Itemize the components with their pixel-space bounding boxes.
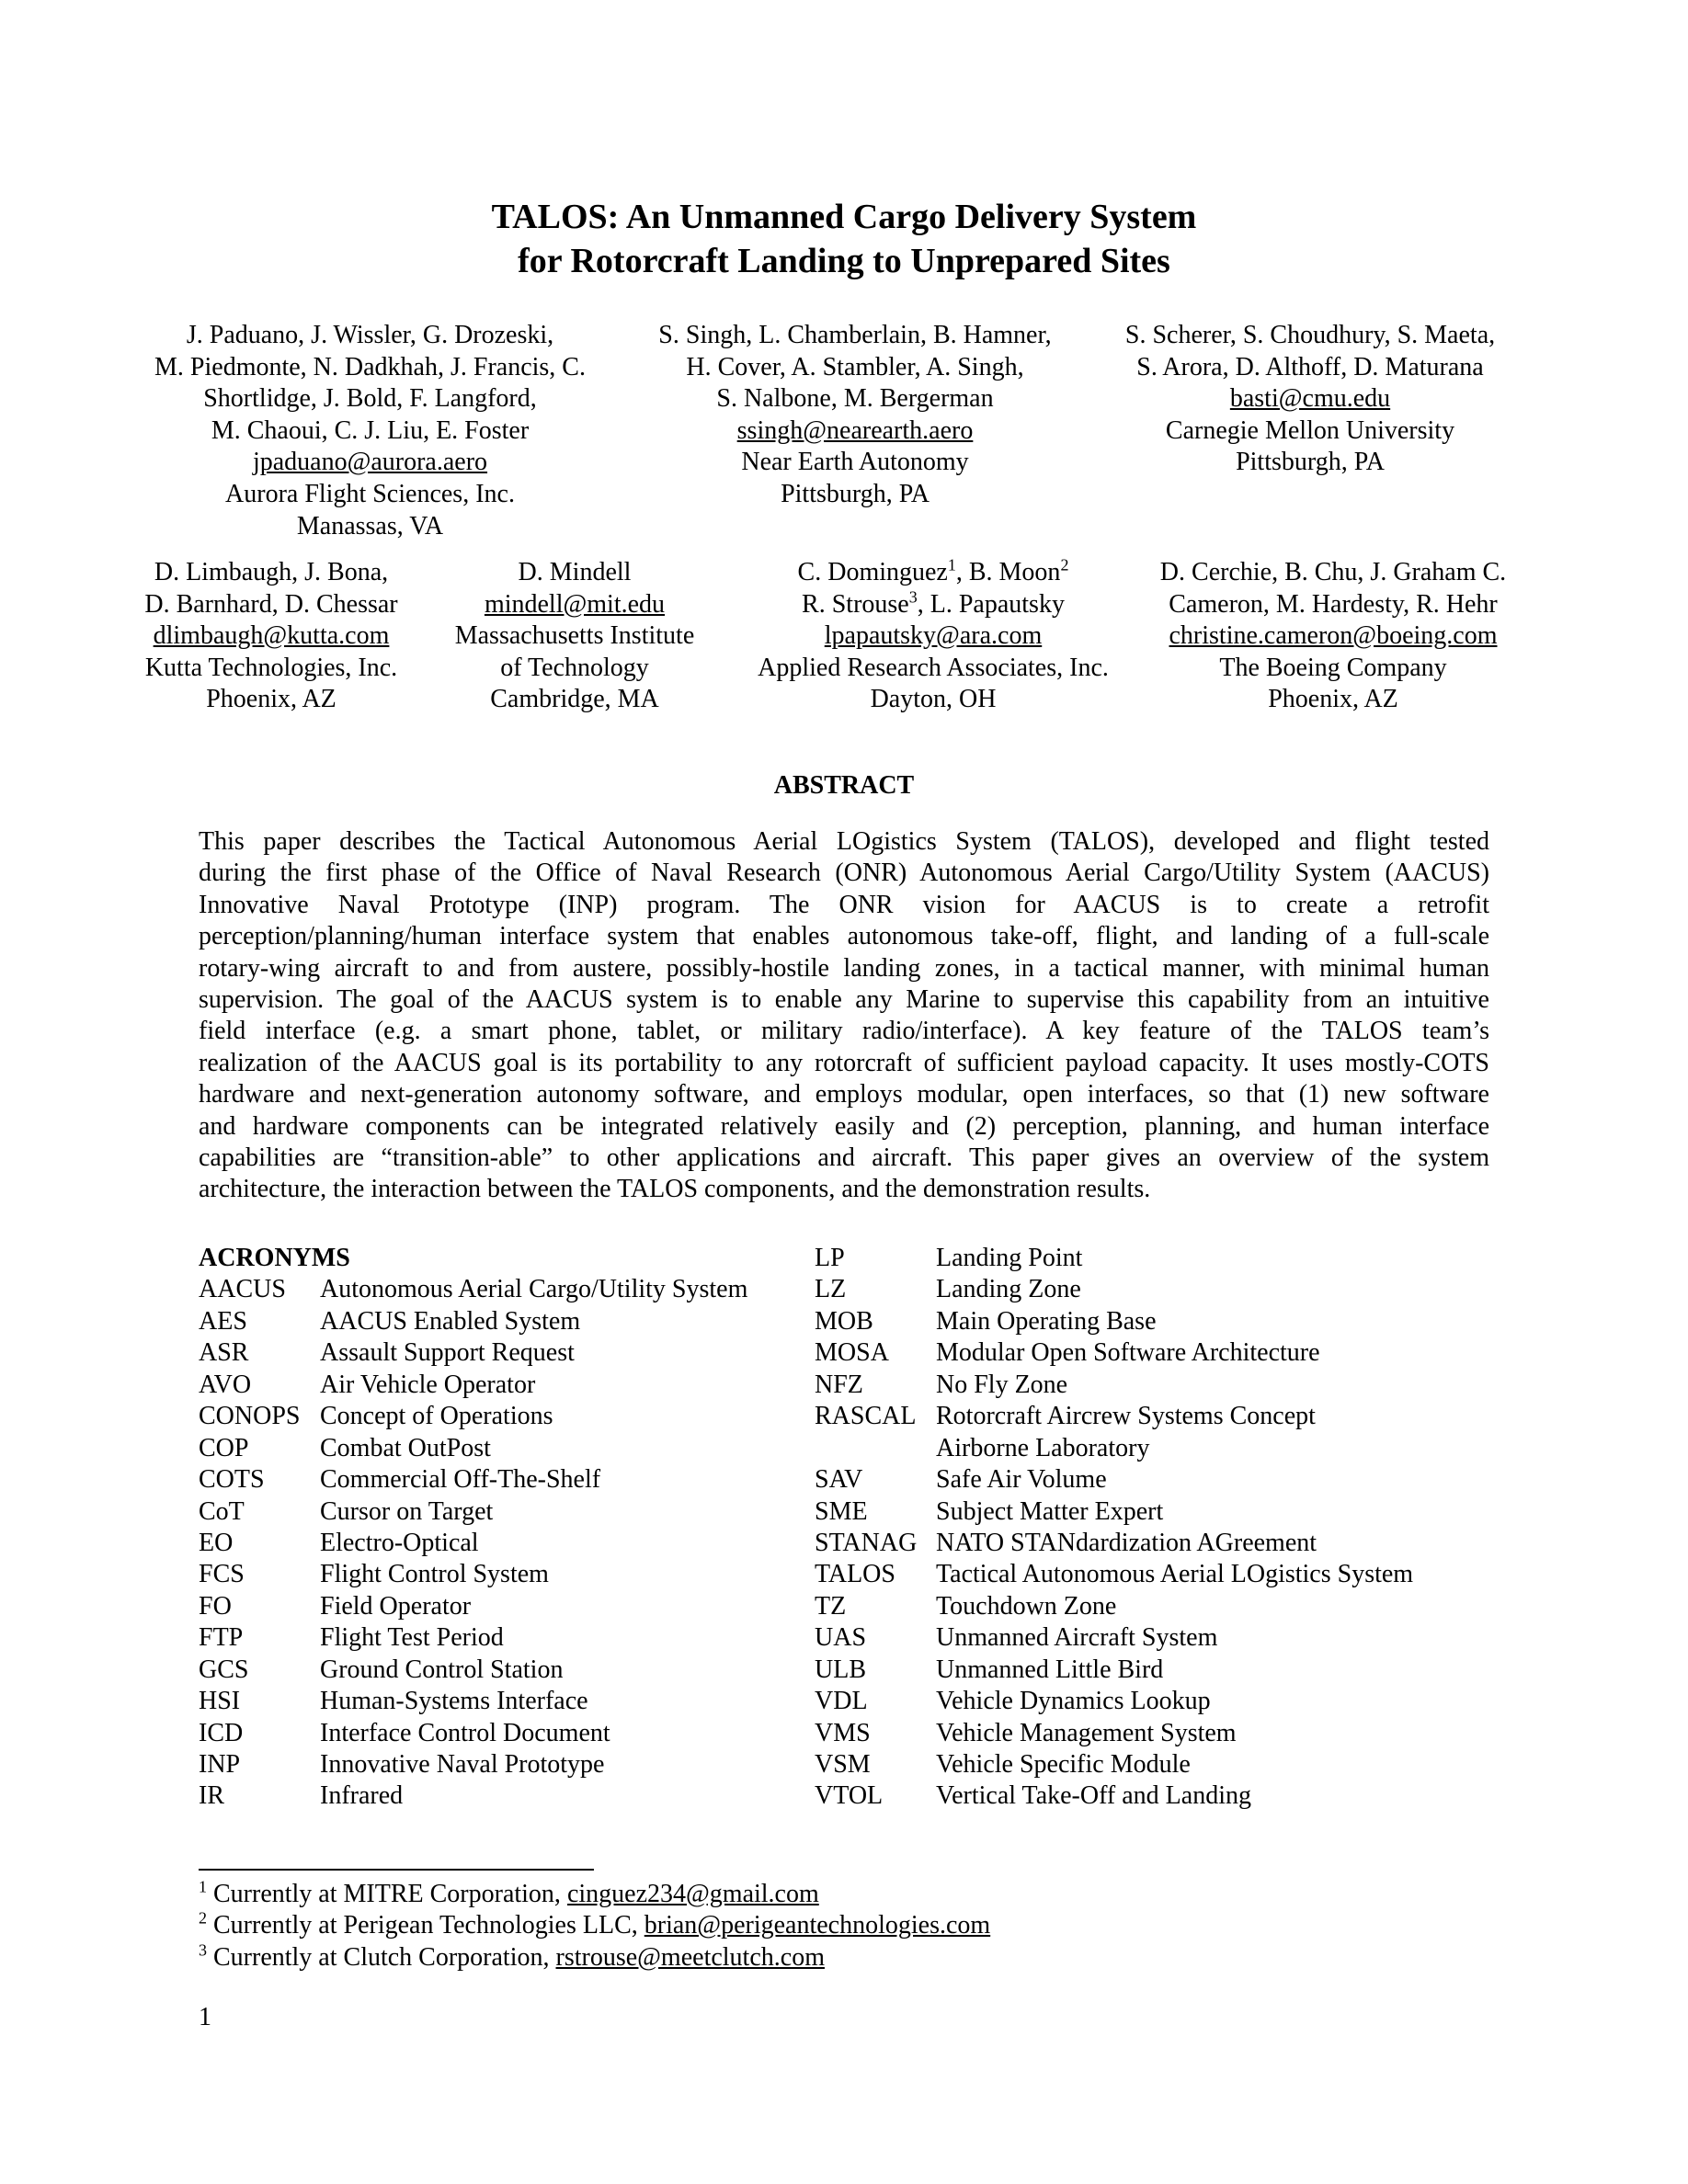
acronym-definition: No Fly Zone xyxy=(936,1370,1068,1399)
email-link[interactable]: mindell@mit.edu xyxy=(484,589,666,619)
email-link[interactable]: ssingh@nearearth.aero xyxy=(736,415,974,445)
abstract-line: supervision. The goal of the AACUS system is to enable any Marine to supervise this capability from an intuitive xyxy=(199,984,1489,1014)
location: Phoenix, AZ xyxy=(1268,685,1398,714)
acronym-abbr: COP xyxy=(199,1433,249,1462)
email-link[interactable]: dlimbaugh@kutta.com xyxy=(153,621,390,651)
acronym-abbr: ULB xyxy=(815,1655,866,1684)
acronym-definition: AACUS Enabled System xyxy=(320,1306,581,1336)
author-name: , L. Papautsky xyxy=(917,589,1065,619)
author-line: J. Paduano, J. Wissler, G. Drozeski, xyxy=(186,321,554,349)
abstract-line: capabilities are “transition-able” to other applications and aircraft. This paper gives an overview of the system xyxy=(199,1143,1489,1172)
acronym-definition: Vertical Take-Off and Landing xyxy=(936,1781,1251,1811)
acronym-definition: Infrared xyxy=(320,1781,404,1811)
affiliation-boeing xyxy=(1140,557,1526,716)
acronym-definition: Combat OutPost xyxy=(320,1433,491,1462)
acronym-row xyxy=(199,1780,747,1812)
author-line: S. Arora, D. Althoff, D. Maturana xyxy=(1136,352,1484,381)
page-number: 1 xyxy=(199,2003,211,2031)
acronym-definition: Air Vehicle Operator xyxy=(320,1370,536,1399)
footnote-text: Currently at Clutch Corporation, xyxy=(207,1942,556,1972)
author-line: H. Cover, A. Stambler, A. Singh, xyxy=(686,352,1024,381)
acronym-definition: Vehicle Specific Module xyxy=(936,1750,1191,1779)
abstract-heading: ABSTRACT xyxy=(773,771,915,800)
acronym-definition: Main Operating Base xyxy=(936,1306,1157,1336)
acronym-row xyxy=(815,1655,1413,1686)
abstract-line: perception/planning/human interface system that enables autonomous take-off, flight, and landing of a full-scale xyxy=(199,922,1489,951)
acronym-row xyxy=(199,1337,747,1369)
acronym-row xyxy=(815,1401,1413,1432)
footnote-mark: 3 xyxy=(908,587,918,607)
footnote-separator xyxy=(199,1869,594,1871)
acronym-abbr: VMS xyxy=(815,1718,871,1747)
acronym-definition: Airborne Laboratory xyxy=(936,1433,1150,1462)
acronym-row xyxy=(815,1243,1413,1274)
acronym-row xyxy=(199,1370,747,1401)
footnote-mark: 1 xyxy=(199,1877,207,1896)
abstract-line: hardware and next-generation autonomy software, and employs modular, open interfaces, so that (1) new software xyxy=(199,1080,1489,1109)
acronym-row xyxy=(815,1306,1413,1337)
acronym-definition: Concept of Operations xyxy=(320,1402,553,1431)
location: Dayton, OH xyxy=(870,685,997,714)
acronym-abbr xyxy=(815,1433,936,1464)
footnote-text: Currently at Perigean Technologies LLC, xyxy=(207,1911,644,1940)
acronym-row xyxy=(199,1749,747,1780)
acronym-abbr: UAS xyxy=(815,1623,867,1653)
email-link[interactable]: jpaduano@aurora.aero xyxy=(252,448,488,477)
acronym-definition: NATO STANdardization AGreement xyxy=(936,1528,1317,1557)
acronym-definition: Electro-Optical xyxy=(320,1528,479,1557)
abstract-line: and hardware components can be integrated relatively easily and (2) perception, planning, and human interface xyxy=(199,1111,1489,1141)
acronym-abbr: ICD xyxy=(199,1718,244,1747)
organization: Applied Research Associates, Inc. xyxy=(758,653,1109,682)
author-line: D. Mindell xyxy=(518,558,632,586)
acronym-definition: Cursor on Target xyxy=(320,1496,494,1526)
title-line-1: TALOS: An Unmanned Cargo Delivery System xyxy=(491,198,1197,236)
acronym-abbr: VSM xyxy=(815,1750,871,1779)
organization: The Boeing Company xyxy=(1219,653,1447,682)
acronym-row xyxy=(199,1655,747,1686)
footnote-text: Currently at MITRE Corporation, xyxy=(207,1880,567,1908)
acronym-abbr: MOB xyxy=(815,1306,873,1336)
organization: Aurora Flight Sciences, Inc. xyxy=(225,479,515,508)
author-line: D. Limbaugh, J. Bona, xyxy=(154,558,389,586)
footnote-mark: 2 xyxy=(199,1908,207,1928)
author-name: C. Dominguez xyxy=(797,558,948,586)
abstract-line: This paper describes the Tactical Autonomous Aerial LOgistics System (TALOS), developed and flight tested xyxy=(199,827,1489,856)
organization: Near Earth Autonomy xyxy=(741,448,969,477)
acronym-definition: Unmanned Aircraft System xyxy=(936,1623,1218,1653)
acronym-definition: Field Operator xyxy=(320,1591,472,1621)
acronym-row xyxy=(815,1622,1413,1654)
acronym-row xyxy=(815,1559,1413,1590)
acronym-definition: Flight Test Period xyxy=(320,1623,504,1653)
acronym-row xyxy=(815,1433,1413,1464)
abstract-line: architecture, the interaction between the TALOS components, and the demonstration results. xyxy=(199,1175,1151,1204)
acronym-row xyxy=(199,1686,747,1717)
acronym-row xyxy=(815,1780,1413,1812)
acronym-row xyxy=(815,1370,1413,1401)
acronym-abbr: AVO xyxy=(199,1370,252,1399)
abstract-body xyxy=(199,826,1489,1206)
acronym-definition: Flight Control System xyxy=(320,1560,549,1589)
acronyms-heading: ACRONYMS xyxy=(199,1244,350,1272)
acronym-definition: Vehicle Management System xyxy=(936,1718,1237,1747)
author-line: D. Cerchie, B. Chu, J. Graham C. xyxy=(1159,558,1507,586)
abstract-line: realization of the AACUS goal is its portability to any rotorcraft of sufficient payload capacity. It uses mostly-COTS xyxy=(199,1048,1489,1077)
acronym-abbr: CONOPS xyxy=(199,1402,301,1431)
acronym-definition: Innovative Naval Prototype xyxy=(320,1750,605,1779)
acronym-abbr: SAV xyxy=(815,1465,863,1495)
acronym-definition: Interface Control Document xyxy=(320,1718,610,1747)
affiliation-ara xyxy=(736,557,1131,716)
affiliation-kutta xyxy=(129,557,414,716)
acronyms-right-column xyxy=(815,1243,1413,1813)
acronym-row xyxy=(199,1528,747,1559)
acronym-abbr: INP xyxy=(199,1750,241,1779)
acronym-abbr: TZ xyxy=(815,1591,847,1621)
acronym-row xyxy=(815,1274,1413,1305)
acronym-abbr: FTP xyxy=(199,1623,244,1653)
acronym-definition: Commercial Off-The-Shelf xyxy=(320,1465,601,1495)
acronym-abbr: ASR xyxy=(199,1338,249,1368)
location: Manassas, VA xyxy=(296,511,444,540)
acronym-definition: Modular Open Software Architecture xyxy=(936,1338,1320,1368)
acronym-abbr: EO xyxy=(199,1528,234,1557)
acronym-definition: Rotorcraft Aircrew Systems Concept xyxy=(936,1402,1316,1431)
author-line: S. Nalbone, M. Bergerman xyxy=(716,384,994,414)
acronym-definition: Ground Control Station xyxy=(320,1655,564,1684)
acronym-abbr: LZ xyxy=(815,1275,847,1304)
email-link[interactable]: rstrouse@meetclutch.com xyxy=(555,1942,825,1972)
email-link[interactable]: brian@perigeantechnologies.com xyxy=(644,1911,991,1940)
acronym-row xyxy=(815,1464,1413,1496)
abstract-line: during the first phase of the Office of Naval Research (ONR) Autonomous Aerial Cargo/Utility System (AACUS) xyxy=(199,859,1489,888)
acronym-definition: Vehicle Dynamics Lookup xyxy=(936,1687,1211,1716)
author-line: M. Chaoui, C. J. Liu, E. Foster xyxy=(211,415,530,445)
acronym-definition: Subject Matter Expert xyxy=(936,1496,1164,1526)
acronym-abbr: RASCAL xyxy=(815,1402,917,1431)
acronym-definition: Landing Point xyxy=(936,1244,1083,1272)
acronym-abbr: AACUS xyxy=(199,1275,286,1304)
author-line xyxy=(736,557,1131,589)
acronym-definition: Human-Systems Interface xyxy=(320,1687,588,1716)
acronym-abbr: VTOL xyxy=(815,1781,884,1811)
acronym-row xyxy=(815,1591,1413,1622)
acronym-abbr: FO xyxy=(199,1591,232,1621)
acronym-row xyxy=(199,1464,747,1496)
acronym-row xyxy=(815,1749,1413,1780)
email-link[interactable]: christine.cameron@boeing.com xyxy=(1169,621,1498,651)
acronym-definition: Safe Air Volume xyxy=(936,1465,1107,1495)
organization: Massachusetts Institute xyxy=(454,621,695,651)
acronym-row xyxy=(815,1528,1413,1559)
paper-title xyxy=(0,195,1688,283)
abstract-line: field interface (e.g. a smart phone, tablet, or military radio/interface). A key feature of the TALOS team’s xyxy=(199,1017,1489,1046)
footnote-mark: 3 xyxy=(199,1940,207,1960)
acronym-abbr: AES xyxy=(199,1306,247,1336)
acronym-row xyxy=(199,1274,747,1305)
acronym-row xyxy=(199,1306,747,1337)
acronym-row xyxy=(815,1337,1413,1369)
acronym-row xyxy=(815,1686,1413,1717)
acronym-abbr: MOSA xyxy=(815,1338,889,1368)
affiliation-aurora xyxy=(138,320,602,542)
acronym-row xyxy=(199,1433,747,1464)
email-link[interactable]: lpapautsky@ara.com xyxy=(824,621,1043,651)
acronym-abbr: LP xyxy=(815,1244,845,1272)
author-name: , B. Moon xyxy=(955,558,1061,586)
location: Pittsburgh, PA xyxy=(1236,448,1385,477)
location: Cambridge, MA xyxy=(490,685,659,714)
title-line-2: for Rotorcraft Landing to Unprepared Sites xyxy=(518,242,1170,280)
acronym-abbr: NFZ xyxy=(815,1370,863,1399)
acronym-definition: Touchdown Zone xyxy=(936,1591,1117,1621)
author-line xyxy=(736,589,1131,621)
acronym-row xyxy=(815,1496,1413,1528)
acronym-definition: Unmanned Little Bird xyxy=(936,1655,1164,1684)
footnotes xyxy=(199,1879,990,1974)
acronym-row xyxy=(199,1622,747,1654)
author-name: R. Strouse xyxy=(802,589,909,619)
affiliation-near-earth xyxy=(625,320,1085,511)
email-link[interactable]: basti@cmu.edu xyxy=(1229,384,1391,414)
organization-line-2: of Technology xyxy=(500,653,649,682)
acronym-definition: Assault Support Request xyxy=(320,1338,575,1368)
acronym-abbr: TALOS xyxy=(815,1560,895,1589)
author-line: Shortlidge, J. Bold, F. Langford, xyxy=(203,384,537,414)
acronym-abbr: CoT xyxy=(199,1496,245,1526)
footnote xyxy=(199,1879,990,1910)
acronym-row xyxy=(199,1559,747,1590)
acronym-abbr: VDL xyxy=(815,1687,868,1716)
location: Pittsburgh, PA xyxy=(781,479,930,508)
acronym-abbr: SME xyxy=(815,1496,868,1526)
footnote xyxy=(199,1942,990,1974)
author-line: S. Singh, L. Chamberlain, B. Hamner, xyxy=(658,321,1052,349)
affiliation-mit xyxy=(432,557,717,716)
organization: Carnegie Mellon University xyxy=(1165,415,1455,445)
acronym-abbr: STANAG xyxy=(815,1528,918,1557)
author-line: Cameron, M. Hardesty, R. Hehr xyxy=(1169,589,1498,619)
acronym-row xyxy=(199,1718,747,1749)
acronym-abbr: GCS xyxy=(199,1655,249,1684)
acronym-abbr: HSI xyxy=(199,1687,241,1716)
acronym-row xyxy=(199,1401,747,1432)
email-link[interactable]: cinguez234@gmail.com xyxy=(566,1880,819,1908)
author-line: M. Piedmonte, N. Dadkhah, J. Francis, C. xyxy=(154,352,586,381)
acronym-row xyxy=(815,1718,1413,1749)
author-line: S. Scherer, S. Choudhury, S. Maeta, xyxy=(1124,321,1496,349)
organization: Kutta Technologies, Inc. xyxy=(144,653,398,682)
affiliation-cmu xyxy=(1103,320,1517,479)
author-line: D. Barnhard, D. Chessar xyxy=(144,589,398,619)
acronym-abbr: COTS xyxy=(199,1465,265,1495)
acronyms-left-column xyxy=(199,1243,747,1813)
footnote xyxy=(199,1910,990,1941)
abstract-line: rotary-wing aircraft to and from austere, possibly-hostile landing zones, in a tactical manner, with minimal human xyxy=(199,953,1489,983)
acronym-row xyxy=(199,1496,747,1528)
footnote-mark: 1 xyxy=(947,555,956,574)
acronym-definition: Landing Zone xyxy=(936,1275,1081,1304)
acronym-definition: Tactical Autonomous Aerial LOgistics System xyxy=(936,1560,1414,1589)
footnote-mark: 2 xyxy=(1060,555,1069,574)
acronym-row xyxy=(199,1591,747,1622)
acronym-definition: Autonomous Aerial Cargo/Utility System xyxy=(320,1275,748,1304)
acronym-abbr: IR xyxy=(199,1781,224,1811)
abstract-line: Innovative Naval Prototype (INP) program. The ONR vision for AACUS is to create a retrofit xyxy=(199,890,1489,919)
location: Phoenix, AZ xyxy=(206,685,336,714)
acronym-abbr: FCS xyxy=(199,1560,245,1589)
